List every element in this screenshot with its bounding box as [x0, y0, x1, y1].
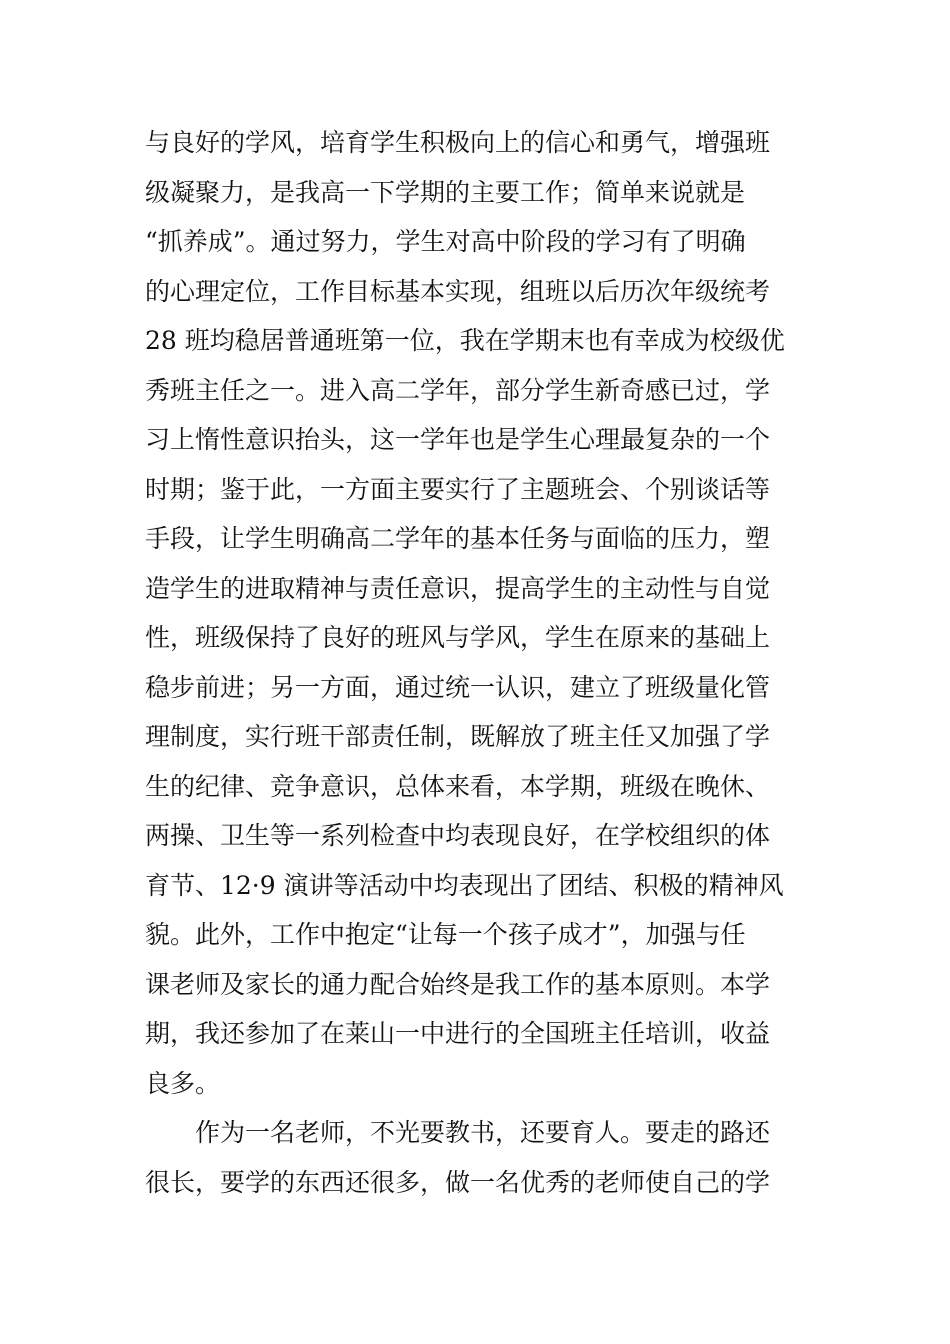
text-line: 的心理定位，工作目标基本实现，组班以后历次年级统考 [145, 276, 771, 306]
text-line: 秀班主任之一。进入高二学年，部分学生新奇感已过，学 [145, 375, 771, 405]
text-line: 造学生的进取精神与责任意识，提高学生的主动性与自觉 [145, 573, 771, 603]
text-line: 性，班级保持了良好的班风与学风，学生在原来的基础上 [145, 623, 771, 652]
text-line: 级凝聚力，是我高一下学期的主要工作；简单来说就是 [145, 177, 746, 207]
text-line: 手段，让学生明确高二学年的基本任务与面临的压力，塑 [145, 524, 771, 553]
text-line: 时期；鉴于此，一方面主要实行了主题班会、个别谈话等 [145, 474, 771, 504]
body-text [145, 118, 810, 1207]
text-line: 貌。此外，工作中抱定“让每一个孩子成才”，加强与任 [145, 920, 746, 949]
text-line: 很长，要学的东西还很多，做一名优秀的老师使自己的学 [145, 1167, 771, 1197]
text-line: 与良好的学风，培育学生积极向上的信心和勇气，增强班 [145, 128, 771, 157]
text-line: 良多。 [145, 1068, 221, 1098]
text-line: 育节、12·9 演讲等活动中均表现出了团结、积极的精神风 [145, 870, 784, 900]
text-line: 课老师及家长的通力配合始终是我工作的基本原则。本学 [145, 969, 771, 999]
text-line: 生的纪律、竞争意识，总体来看，本学期，班级在晚休、 [145, 771, 771, 801]
text-line: 习上惰性意识抬头，这一学年也是学生心理最复杂的一个 [145, 425, 771, 454]
text-line: “抓养成”。通过努力，学生对高中阶段的学习有了明确 [145, 227, 746, 256]
text-line: 期，我还参加了在莱山一中进行的全国班主任培训，收益 [145, 1019, 771, 1048]
text-line: 稳步前进；另一方面，通过统一认识，建立了班级量化管 [145, 672, 771, 702]
paragraph-2 [145, 1108, 810, 1207]
text-line: 两操、卫生等一系列检查中均表现良好，在学校组织的体 [145, 821, 771, 850]
text-line: 理制度，实行班干部责任制，既解放了班主任又加强了学 [145, 722, 771, 751]
paragraph-1 [145, 118, 810, 1108]
text-line: 28 班均稳居普通班第一位，我在学期末也有幸成为校级优 [145, 326, 785, 355]
text-line: 作为一名老师，不光要教书，还要育人。要走的路还 [195, 1118, 771, 1147]
